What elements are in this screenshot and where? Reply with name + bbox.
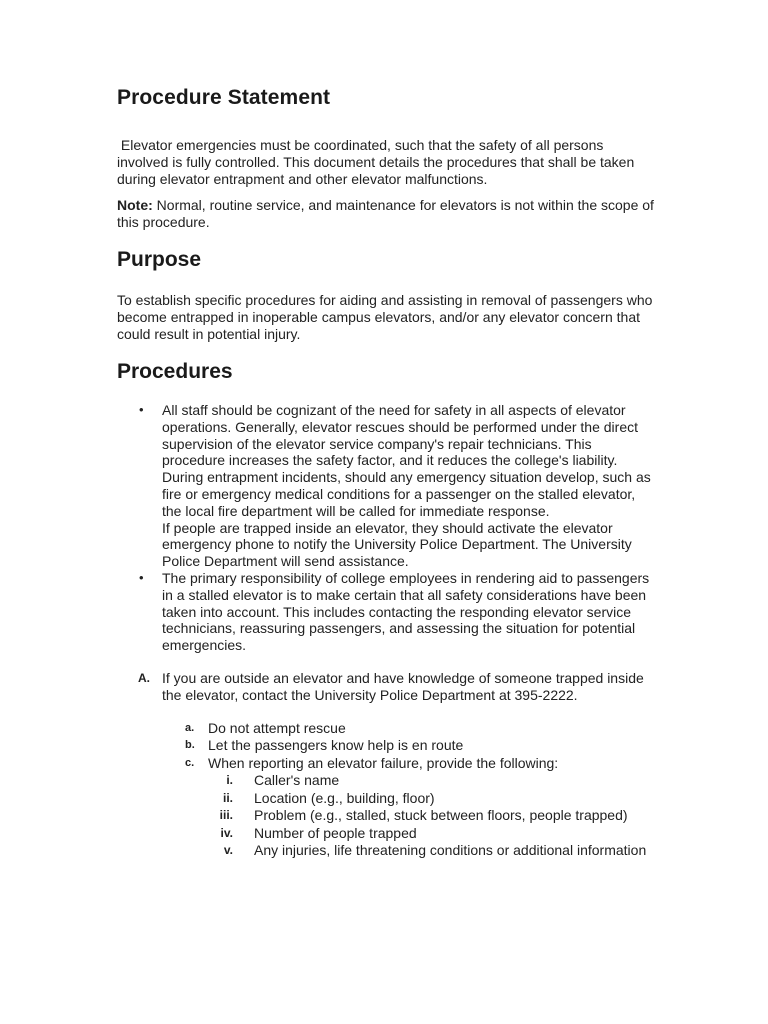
sub-step-item <box>117 720 657 738</box>
page-title: Procedure Statement <box>117 86 331 109</box>
report-detail-item <box>117 790 657 808</box>
sub-step-text: Do not attempt rescue <box>208 719 346 736</box>
sub-step-list <box>117 720 657 860</box>
report-detail-text: Caller's name <box>254 772 340 789</box>
report-details-list <box>208 772 657 860</box>
bullet-item <box>117 570 657 654</box>
purpose-paragraph: To establish specific procedures for aiding and assisting in removal of passengers who become entrapped in inoperable campus elevators, and/or any elevator concern that could result in potential injury. <box>117 292 653 342</box>
bullet-marker: • <box>139 402 144 417</box>
sub-step-item <box>117 755 657 860</box>
note-paragraph <box>117 197 657 231</box>
intro-text: Elevator emergencies must be coordinated, such that the safety of all persons involved is fully controlled. This document details the procedures that shall be taken during elevator entrapment and other elevator malfunctions. <box>117 137 635 187</box>
report-detail-text: Problem (e.g., stalled, stuck between floors, people trapped) <box>254 807 628 824</box>
procedures-heading: Procedures <box>117 360 233 383</box>
intro-paragraph <box>117 137 657 188</box>
bullet-text: All staff should be cognizant of the need for safety in all aspects of elevator operations. Generally, elevator rescues should be performed under the direct supervision of the elevator service company's repair technicians. This procedure increases the safety factor, and it reduces the college's liability. During entrapment incidents, should any emergency situation develop, such as fire or emergency medical conditions for a passenger on the stalled elevator, the local fire department will be called for immediate response. <box>162 402 651 519</box>
bullet-text: The primary responsibility of college employees in rendering aid to passengers in a stalled elevator is to make certain that all safety considerations have been taken into account. This includes contacting the responding elevator service technicians, reassuring passengers, and assessing the situation for potential emergencies. <box>162 569 650 654</box>
note-label: Note: <box>117 197 153 213</box>
roman-marker: iii. <box>219 808 233 823</box>
sub-step-marker: c. <box>185 756 195 769</box>
roman-marker: v. <box>223 843 233 858</box>
report-detail-text: Location (e.g., building, floor) <box>254 789 435 806</box>
sub-step-marker: a. <box>185 721 195 734</box>
report-detail-item <box>117 825 657 843</box>
procedures-bullet-list <box>117 402 657 654</box>
step-a <box>117 670 657 704</box>
report-detail-text: Any injuries, life threatening conditions or additional information <box>254 842 647 859</box>
sub-step-marker: b. <box>185 739 195 752</box>
note-text: Normal, routine service, and maintenance for elevators is not within the scope of this procedure. <box>117 197 654 230</box>
bullet-marker: • <box>139 569 144 585</box>
roman-marker: iv. <box>220 825 233 840</box>
purpose-heading: Purpose <box>117 248 202 271</box>
sub-step-item <box>117 737 657 755</box>
bullet-text-continued: If people are trapped inside an elevator, they should activate the elevator emergency phone to notify the University Police Department. The University Police Department will send assistance. <box>162 519 632 570</box>
report-detail-text: Number of people trapped <box>254 824 417 841</box>
roman-marker: i. <box>226 773 233 788</box>
roman-marker: ii. <box>222 790 233 805</box>
step-a-text: If you are outside an elevator and have knowledge of someone trapped inside the elevator, contact the University Police Department at 395-2222. <box>162 669 644 703</box>
document-body <box>117 86 657 860</box>
sub-step-text: Let the passengers know help is en route <box>208 737 464 754</box>
report-detail-item <box>117 842 657 860</box>
sub-step-text: When reporting an elevator failure, provide the following: <box>208 754 559 771</box>
step-a-marker: A. <box>138 670 150 685</box>
report-detail-item <box>117 772 657 790</box>
bullet-item <box>117 402 657 570</box>
report-detail-item <box>117 807 657 825</box>
